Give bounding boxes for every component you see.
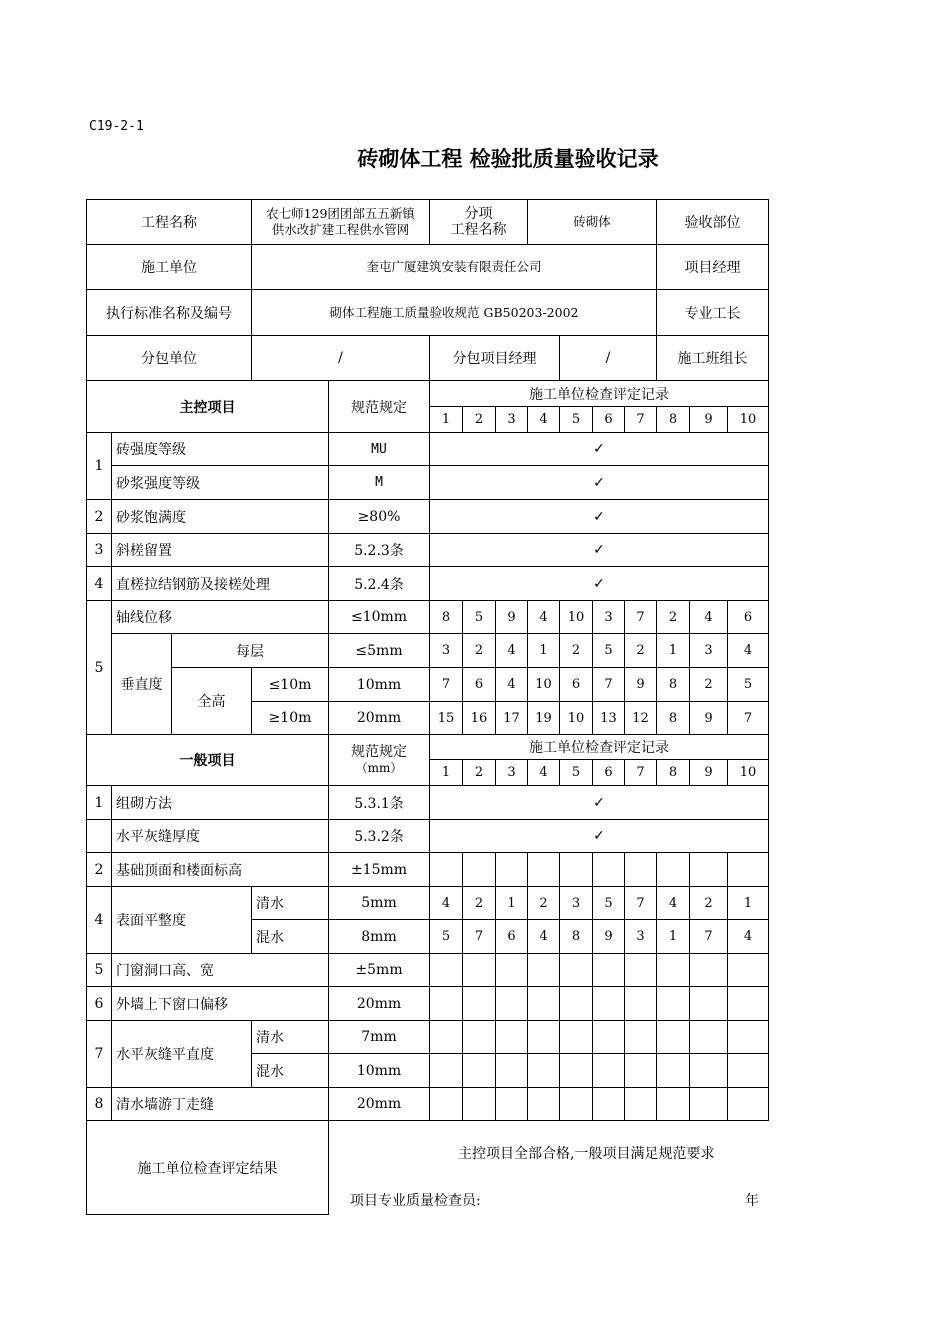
item-number: 4 — [87, 887, 112, 954]
value-cell: 10 — [560, 601, 593, 634]
standard-value: 砌体工程施工质量验收规范 GB50203-2002 — [252, 290, 657, 336]
value-cell: 5 — [593, 634, 625, 668]
value-cell: 7 — [625, 887, 657, 920]
col-number: 3 — [496, 407, 528, 433]
value-cell: 1 — [528, 634, 560, 668]
clear-water-label: 清水 — [252, 887, 329, 920]
team-leader-label: 施工班组长 — [657, 336, 769, 381]
value-cell: 4 — [430, 887, 463, 920]
col-number: 7 — [625, 760, 657, 786]
mortar-strength-label: 砂浆强度等级 — [112, 466, 329, 500]
col-number: 2 — [463, 407, 496, 433]
value-cell: 4 — [728, 634, 769, 668]
sub-project-label: 分项 工程名称 — [430, 200, 528, 245]
result-label: 施工单位检查评定结果 — [87, 1121, 329, 1215]
value-cell: 15 — [430, 702, 463, 735]
inspector-label: 项目专业质量检查员: — [350, 1193, 481, 1209]
mortar-fullness-spec: ≥80% — [329, 500, 430, 534]
check-mark: ✓ — [430, 567, 769, 601]
value-cell: 2 — [625, 634, 657, 668]
axis-spec: ≤10mm — [329, 601, 430, 634]
check-mark: ✓ — [430, 820, 769, 853]
spec-label: 规范规定 — [329, 381, 430, 433]
axis-label: 轴线位移 — [112, 601, 329, 634]
masonry-method-label: 组砌方法 — [112, 786, 329, 820]
value-cell: 4 — [657, 887, 690, 920]
item-number: 3 — [87, 534, 112, 567]
subcontractor-label: 分包单位 — [87, 336, 252, 381]
value-cell: 2 — [463, 887, 496, 920]
hs-mixed-spec: 10mm — [329, 1054, 430, 1088]
base-elev-label: 基础顶面和楼面标高 — [112, 853, 329, 887]
col-number: 2 — [463, 760, 496, 786]
item-number: 6 — [87, 987, 112, 1021]
ge10-spec: 20mm — [329, 702, 430, 735]
value-cell: 2 — [657, 601, 690, 634]
value-cell: 9 — [496, 601, 528, 634]
masonry-method-spec: 5.3.1条 — [329, 786, 430, 820]
col-number: 6 — [593, 760, 625, 786]
value-cell: 7 — [593, 668, 625, 702]
horizontal-joint-label: 水平灰缝厚度 — [112, 820, 329, 853]
col-number: 1 — [430, 407, 463, 433]
col-number: 7 — [625, 407, 657, 433]
col-number: 9 — [690, 407, 728, 433]
value-cell: 6 — [560, 668, 593, 702]
mortar-fullness-label: 砂浆饱满度 — [112, 500, 329, 534]
standard-label: 执行标准名称及编号 — [87, 290, 252, 336]
door-window-label: 门窗洞口高、宽 — [112, 954, 329, 987]
value-cell: 4 — [690, 601, 728, 634]
col-number: 10 — [728, 407, 769, 433]
value-cell: 2 — [463, 634, 496, 668]
value-cell: 3 — [625, 920, 657, 954]
door-window-spec: ±5mm — [329, 954, 430, 987]
hs-clear-label: 清水 — [252, 1021, 329, 1054]
check-mark: ✓ — [430, 466, 769, 500]
acceptance-part-label: 验收部位 — [657, 200, 769, 245]
value-cell: 8 — [657, 702, 690, 735]
value-cell: 5 — [463, 601, 496, 634]
value-cell: 9 — [625, 668, 657, 702]
value-cell: 3 — [593, 601, 625, 634]
horizontal-straight-label: 水平灰缝平直度 — [112, 1021, 252, 1088]
year-label: 年 — [745, 1193, 759, 1209]
oblique-label: 斜槎留置 — [112, 534, 329, 567]
col-number: 4 — [528, 760, 560, 786]
hs-mixed-label: 混水 — [252, 1054, 329, 1088]
value-cell: 4 — [728, 920, 769, 954]
brick-strength-label: 砖强度等级 — [112, 433, 329, 466]
value-cell: 1 — [657, 634, 690, 668]
value-cell: 4 — [528, 601, 560, 634]
value-cell: 8 — [430, 601, 463, 634]
project-name-value: 农七师129团团部五五新镇 供水改扩建工程供水管网 — [252, 200, 430, 245]
value-cell: 7 — [463, 920, 496, 954]
col-number: 4 — [528, 407, 560, 433]
value-cell: 6 — [463, 668, 496, 702]
item-number: 8 — [87, 1088, 112, 1121]
item-number: 4 — [87, 567, 112, 601]
col-number: 6 — [593, 407, 625, 433]
check-mark: ✓ — [430, 786, 769, 820]
brick-strength-spec: MU — [329, 433, 430, 466]
value-cell: 2 — [690, 668, 728, 702]
clear-wall-spec: 20mm — [329, 1088, 430, 1121]
per-floor-spec: ≤5mm — [329, 634, 430, 668]
item-number: 5 — [87, 601, 112, 735]
full-height-label: 全高 — [172, 668, 252, 735]
value-cell: 8 — [657, 668, 690, 702]
value-cell: 4 — [496, 668, 528, 702]
foreman-label: 专业工长 — [657, 290, 769, 336]
base-elev-spec: ±15mm — [329, 853, 430, 887]
outer-window-label: 外墙上下窗口偏移 — [112, 987, 329, 1021]
value-cell: 9 — [690, 702, 728, 735]
sub-pm-label: 分包项目经理 — [430, 336, 560, 381]
general-spec-label: 规范规定 （mm） — [329, 735, 430, 786]
project-name-label: 工程名称 — [87, 200, 252, 245]
mixed-water-label: 混水 — [252, 920, 329, 954]
value-cell: 8 — [560, 920, 593, 954]
value-cell: 1 — [657, 920, 690, 954]
item-number: 1 — [87, 786, 112, 820]
horizontal-joint-spec: 5.3.2条 — [329, 820, 430, 853]
value-cell: 1 — [728, 887, 769, 920]
col-number: 5 — [560, 407, 593, 433]
col-number: 1 — [430, 760, 463, 786]
form-code: C19-2-1 — [89, 119, 144, 134]
value-cell: 7 — [430, 668, 463, 702]
axis-row — [87, 601, 769, 634]
project-manager-label: 项目经理 — [657, 245, 769, 290]
item-number — [87, 820, 112, 853]
value-cell: 7 — [690, 920, 728, 954]
col-number: 3 — [496, 760, 528, 786]
ge10-label: ≥10m — [252, 702, 329, 735]
item-number: 5 — [87, 954, 112, 987]
value-cell: 2 — [690, 887, 728, 920]
item-number: 2 — [87, 500, 112, 534]
value-cell: 10 — [560, 702, 593, 735]
value-cell: 5 — [728, 668, 769, 702]
col-number: 5 — [560, 760, 593, 786]
col-number: 10 — [728, 760, 769, 786]
le10-label: ≤10m — [252, 668, 329, 702]
value-cell: 5 — [430, 920, 463, 954]
clear-wall-label: 清水墙游丁走缝 — [112, 1088, 329, 1121]
main-control-label: 主控项目 — [87, 381, 329, 433]
value-cell: 19 — [528, 702, 560, 735]
value-cell: 2 — [528, 887, 560, 920]
item-number: 2 — [87, 853, 112, 887]
item-number: 7 — [87, 1021, 112, 1088]
value-cell: 3 — [430, 634, 463, 668]
col-number: 8 — [657, 760, 690, 786]
per-floor-label: 每层 — [172, 634, 329, 668]
per-floor-row — [87, 634, 769, 668]
flatness-label: 表面平整度 — [112, 887, 252, 954]
subcontractor-value: / — [252, 336, 430, 381]
value-cell: 6 — [496, 920, 528, 954]
value-cell: 7 — [625, 601, 657, 634]
general-label: 一般项目 — [87, 735, 329, 786]
vertical-label: 垂直度 — [112, 634, 172, 735]
value-cell: 4 — [496, 634, 528, 668]
inspection-table — [86, 199, 769, 1215]
item-number: 1 — [87, 433, 112, 500]
value-cell: 10 — [528, 668, 560, 702]
hs-clear-spec: 7mm — [329, 1021, 430, 1054]
clear-spec: 5mm — [329, 887, 430, 920]
value-cell: 2 — [560, 634, 593, 668]
sub-project-value: 砖砌体 — [528, 200, 657, 245]
value-cell: 9 — [593, 920, 625, 954]
sub-pm-value: / — [560, 336, 657, 381]
general-record-label: 施工单位检查评定记录 — [430, 735, 769, 760]
value-cell: 12 — [625, 702, 657, 735]
result-statement: 主控项目全部合格,一般项目满足规范要求 — [458, 1146, 715, 1162]
record-label: 施工单位检查评定记录 — [430, 381, 769, 407]
mixed-spec: 8mm — [329, 920, 430, 954]
check-mark: ✓ — [430, 534, 769, 567]
mortar-strength-spec: M — [329, 466, 430, 500]
value-cell: 13 — [593, 702, 625, 735]
value-cell: 4 — [528, 920, 560, 954]
value-cell: 1 — [496, 887, 528, 920]
outer-window-spec: 20mm — [329, 987, 430, 1021]
le10-row — [87, 668, 769, 702]
straight-label: 直槎拉结钢筋及接槎处理 — [112, 567, 329, 601]
check-mark: ✓ — [430, 433, 769, 466]
check-mark: ✓ — [430, 500, 769, 534]
value-cell: 3 — [690, 634, 728, 668]
construction-unit-value: 奎屯广厦建筑安装有限责任公司 — [252, 245, 657, 290]
page-title: 砖砌体工程 检验批质量验收记录 — [357, 147, 659, 171]
value-cell: 17 — [496, 702, 528, 735]
value-cell: 6 — [728, 601, 769, 634]
col-number: 8 — [657, 407, 690, 433]
flatness-clear-row — [87, 887, 769, 920]
value-cell: 5 — [593, 887, 625, 920]
construction-unit-label: 施工单位 — [87, 245, 252, 290]
le10-spec: 10mm — [329, 668, 430, 702]
value-cell: 3 — [560, 887, 593, 920]
oblique-spec: 5.2.3条 — [329, 534, 430, 567]
value-cell: 7 — [728, 702, 769, 735]
col-number: 9 — [690, 760, 728, 786]
value-cell: 16 — [463, 702, 496, 735]
straight-spec: 5.2.4条 — [329, 567, 430, 601]
